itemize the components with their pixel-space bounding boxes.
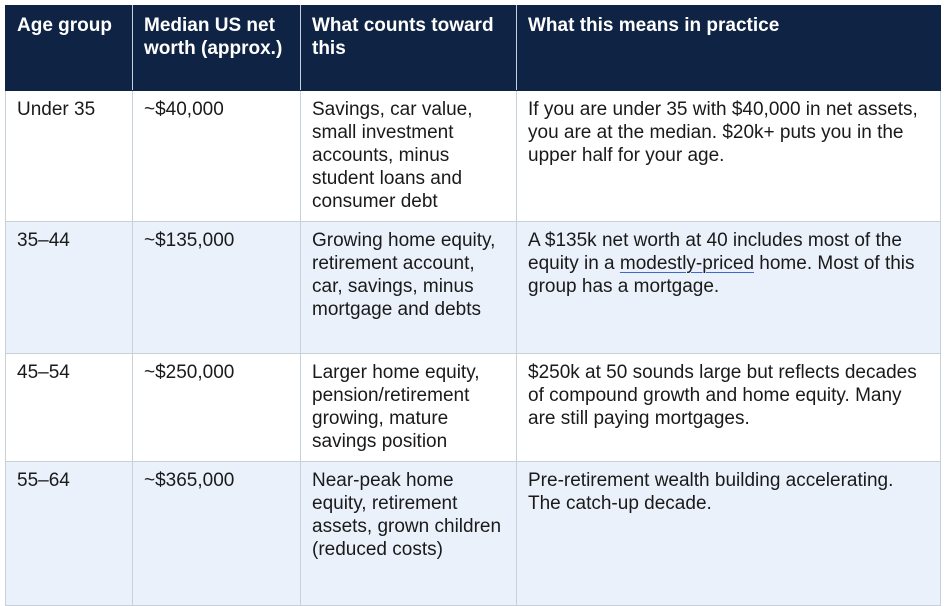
cell-age-group: 45–54 [6, 354, 133, 462]
table-body [6, 91, 941, 606]
net-worth-table [5, 5, 941, 606]
cell-meaning: $250k at 50 sounds large but reflects decades of compound growth and home equity. Many are still paying mortgages. [517, 354, 941, 462]
cell-age-group: Under 35 [6, 91, 133, 222]
meaning-text-before: A $135k net worth at 40 includes most of the equity in a [528, 230, 902, 274]
cell-median: ~$365,000 [133, 462, 301, 606]
cell-counts: Growing home equity, retirement account, car, savings, minus mortgage and debts [301, 222, 517, 354]
cell-counts: Savings, car value, small investment accounts, minus student loans and consumer debt [301, 91, 517, 222]
cell-age-group: 35–44 [6, 222, 133, 354]
cell-counts: Near-peak home equity, retirement assets, grown children (reduced costs) [301, 462, 517, 606]
cell-median: ~$40,000 [133, 91, 301, 222]
cell-meaning: Pre-retirement wealth building accelerating. The catch-up decade. [517, 462, 941, 606]
cell-median: ~$250,000 [133, 354, 301, 462]
header-age-group: Age group [6, 6, 133, 91]
header-row [6, 6, 941, 91]
cell-median: ~$135,000 [133, 222, 301, 354]
header-median-net-worth: Median US net worth (approx.) [133, 6, 301, 91]
table-header [6, 6, 941, 91]
table-row [6, 462, 941, 606]
header-what-it-means: What this means in practice [517, 6, 941, 91]
cell-meaning: If you are under 35 with $40,000 in net assets, you are at the median. $20k+ puts you in the upper half for your age. [517, 91, 941, 222]
cell-counts: Larger home equity, pension/retirement growing, mature savings position [301, 354, 517, 462]
meaning-text-after: home. Most of this group has a mortgage. [528, 253, 915, 297]
header-what-counts: What counts toward this [301, 6, 517, 91]
cell-age-group: 55–64 [6, 462, 133, 606]
table-row [6, 222, 941, 354]
table-row [6, 91, 941, 222]
cell-meaning [517, 222, 941, 354]
table-row [6, 354, 941, 462]
spellcheck-flagged-word[interactable]: modestly-priced [619, 253, 755, 274]
